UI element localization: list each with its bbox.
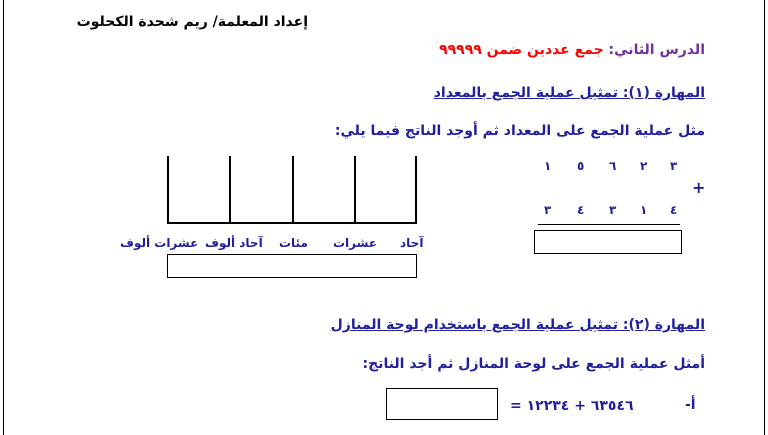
place-ten-thousands: عشرات ألوف	[120, 236, 199, 250]
place-ones: آحاد	[400, 236, 424, 250]
lesson-title	[439, 42, 705, 58]
addend1-digit: ١	[544, 159, 552, 173]
lesson-prefix: الدرس الثاني:	[608, 42, 705, 58]
abacus-answer-box[interactable]	[167, 254, 417, 278]
addend2-digit: ٣	[544, 203, 552, 217]
abacus-rod	[229, 156, 231, 224]
abacus	[167, 156, 417, 224]
abacus-rod	[354, 156, 356, 224]
place-thousands: آحاد ألوف	[205, 236, 263, 250]
sum-answer-box[interactable]	[534, 230, 682, 254]
addend2-digit: ١	[640, 203, 648, 217]
place-hundreds: مئات	[279, 236, 308, 250]
addend2-digit: ٤	[670, 203, 678, 217]
skill1-instruction: مثل عملية الجمع على المعداد ثم أوجد الناتج فيما يلي:	[334, 123, 705, 139]
skill1-title: المهارة (١): تمثيل عملية الجمع بالمعداد	[433, 85, 705, 101]
lesson-topic: جمع عددين ضمن ٩٩٩٩٩	[439, 42, 604, 58]
sum-line	[538, 224, 680, 225]
skill2-instruction: أمثل عملية الجمع على لوحة المنازل ثم أجد الناتج:	[362, 356, 705, 372]
addend1-digit: ٣	[670, 159, 678, 173]
equation: ٦٣٥٤٦ + ١٢٢٣٤ =	[510, 398, 634, 414]
abacus-rod	[292, 156, 294, 224]
plus-sign: +	[692, 178, 706, 197]
skill2-title: المهارة (٢): تمثيل عملية الجمع باستخدام لوحة المنازل	[330, 317, 705, 333]
abacus-base	[167, 222, 417, 224]
author-line: إعداد المعلمة/ ريم شحدة الكحلوت	[76, 14, 308, 30]
addend2-digit: ٤	[577, 203, 585, 217]
abacus-rod	[415, 156, 417, 224]
addend1-digit: ٢	[640, 159, 648, 173]
addend2-digit: ٣	[609, 203, 617, 217]
abacus-rod	[167, 156, 169, 224]
equation-answer-box[interactable]	[386, 388, 498, 420]
place-tens: عشرات	[333, 236, 378, 250]
addend1-digit: ٥	[577, 159, 585, 173]
item-label: أ-	[685, 397, 696, 413]
addend1-digit: ٦	[609, 159, 617, 173]
